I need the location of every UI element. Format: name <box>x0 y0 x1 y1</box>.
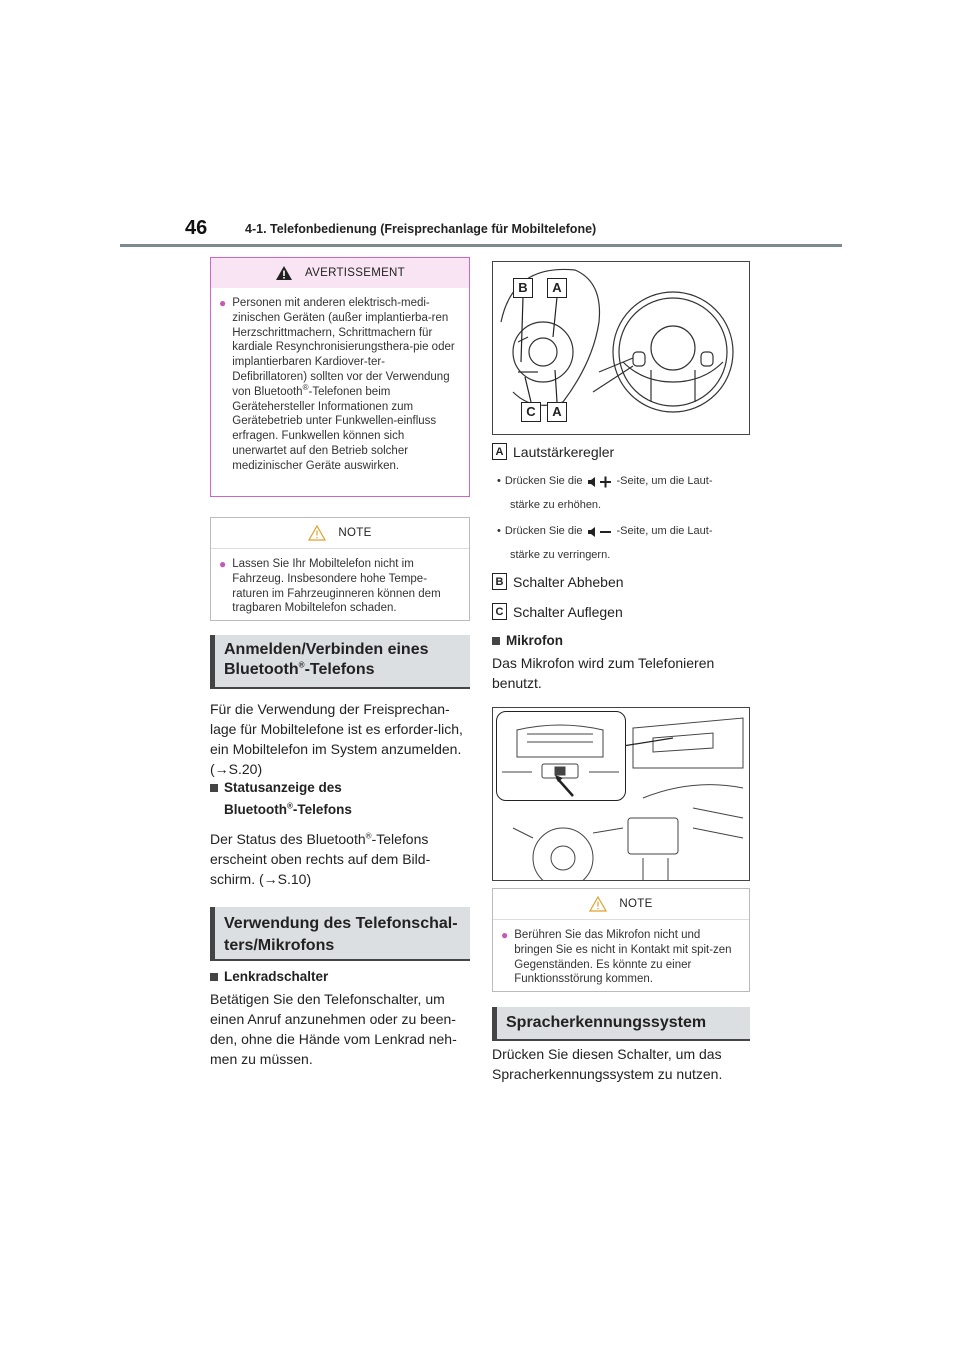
note-content <box>493 920 749 995</box>
warning-content <box>211 288 469 482</box>
note-box-1 <box>210 517 470 621</box>
note-label: NOTE <box>338 527 372 539</box>
callout-b: B <box>513 278 533 298</box>
note-content <box>211 549 469 624</box>
note-header <box>493 889 749 920</box>
volume-down-bullet: • Drücken Sie die -Seite, um die Laut- stärke zu verringern. <box>497 525 713 561</box>
section-heading-verwendung: Verwendung des Telefonschal-ters/Mikrofons <box>210 907 470 961</box>
anmelden-body: Für die Verwendung der Freisprechan-lage für Mobiltelefone ist es erforder-lich, ein Mobiltelefon im System anzumelden. (→S.20) <box>210 701 463 777</box>
legend-b-label: Schalter Abheben <box>513 573 624 590</box>
legend-c-label: Schalter Auflegen <box>513 603 623 620</box>
spracherkennung-body: Drücken Sie diesen Schalter, um das Spracherkennungssystem zu nutzen. <box>492 1046 723 1082</box>
microphone-figure <box>492 707 750 881</box>
status-body: Der Status des Bluetooth®-Telefons erscheint oben rechts auf dem Bild-schirm. (→S.10) <box>210 831 431 887</box>
warning-label: AVERTISSEMENT <box>305 267 405 279</box>
letter-c: C <box>492 603 507 620</box>
lenkrad-body: Betätigen Sie den Telefonschalter, um einen Anruf anzunehmen oder zu been-den, ohne die Hände vom Lenkrad neh-men zu müssen. <box>210 991 457 1067</box>
section-heading-anmelden: Anmelden/Verbinden eines Bluetooth®-Telefons <box>210 635 470 689</box>
note-box-2 <box>492 888 750 992</box>
legend-a-label: Lautstärkeregler <box>513 443 615 460</box>
bullet-icon: ● <box>219 296 227 310</box>
page-number: 46 <box>185 217 208 239</box>
subheading-mikrofon: Mikrofon <box>492 630 563 652</box>
bullet-icon: ● <box>219 557 227 571</box>
warning-box <box>210 257 470 497</box>
square-bullet-icon <box>210 973 218 981</box>
legend-item-b <box>492 573 624 590</box>
subheading-lenkradschalter: Lenkradschalter <box>210 966 472 988</box>
callout-c: C <box>521 402 541 422</box>
callout-a-top: A <box>547 278 567 298</box>
caution-icon <box>308 525 326 541</box>
square-bullet-icon <box>210 784 218 792</box>
letter-b: B <box>492 573 507 590</box>
letter-a: A <box>492 443 507 460</box>
microphone-inset <box>496 711 626 801</box>
callout-a-bottom: A <box>547 402 567 422</box>
volume-plus-icon <box>587 475 613 489</box>
square-bullet-icon <box>492 637 500 645</box>
note-text: Lassen Sie Ihr Mobiltelefon nicht im Fahrzeug. Insbesondere hohe Tempe-raturen im Fahrzeuginneren können dem tragbaren Mobiltelefon schaden. <box>232 558 441 615</box>
note-text: Berühren Sie das Mikrofon nicht und bringen Sie es nicht in Kontakt mit spit-zen Gegenständen. Es könnte zu einer Funktionsstörung kommen. <box>514 929 732 986</box>
subheading-statusanzeige: Statusanzeige des Bluetooth®-Telefons <box>210 777 472 821</box>
legend-item-c <box>492 603 623 620</box>
warning-text: Personen mit anderen elektrisch-medi-zinischen Geräten (außer implantierba-ren Herzschrittmachern, Schrittmachern für kardiale Resynchronisierungsthera-pie oder implantierbaren Kardiover-ter-Defibrillatoren) sollten vor der Verwendung von Bluetooth®-Telefonen beim Gerätehersteller Informationen zum Gerätebetrieb unter Funkwellen-einfluss erfragen. Funkwellen können sich unerwartet auf den Betrieb solcher medizinischer Geräte auswirken. <box>232 297 455 472</box>
caution-icon <box>589 896 607 912</box>
microphone-closeup <box>497 712 624 799</box>
volume-up-bullet: • Drücken Sie die -Seite, um die Laut- stärke zu erhöhen. <box>497 475 713 511</box>
note-label: NOTE <box>619 898 653 910</box>
section-heading-spracherkennung: Spracherkennungssystem <box>492 1007 750 1041</box>
bullet-icon: ● <box>501 928 509 942</box>
chapter-title: 4-1. Telefonbedienung (Freisprechanlage für Mobiltelefone) <box>245 222 597 236</box>
warning-icon <box>275 265 293 281</box>
legend-item-a <box>492 443 614 460</box>
note-header <box>211 518 469 549</box>
header-rule <box>120 244 842 247</box>
volume-minus-icon <box>587 525 613 539</box>
warning-header <box>211 258 469 288</box>
steering-wheel-figure <box>492 261 750 435</box>
mikrofon-body: Das Mikrofon wird zum Telefonieren benutzt. <box>492 655 715 691</box>
